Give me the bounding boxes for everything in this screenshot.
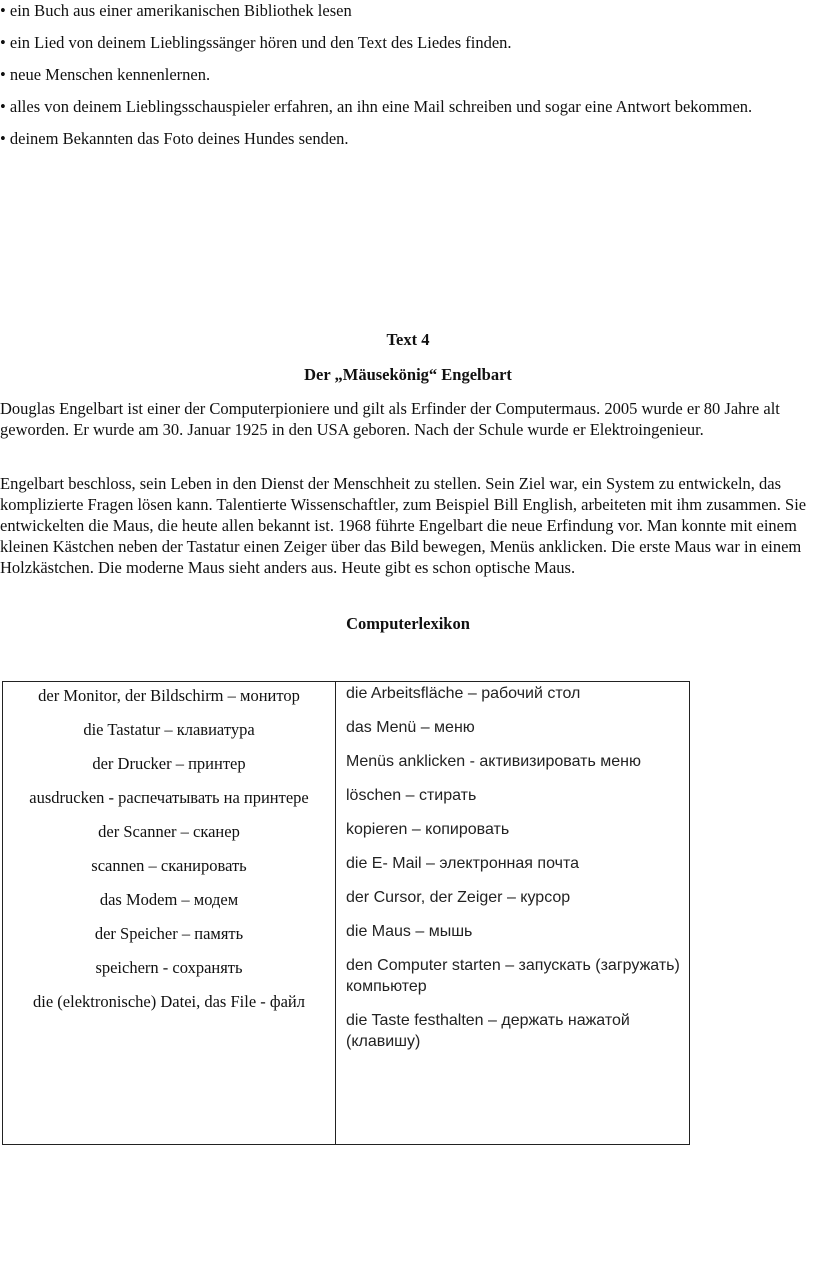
activity-bullet-list <box>0 0 812 160</box>
bullet-item: • ein Buch aus einer amerikanischen Bibliothek lesen <box>0 1 352 20</box>
text-title-heading: Der „Mäusekönig“ Engelbart <box>304 365 512 384</box>
lexikon-entry: die Maus – мышь <box>346 923 473 940</box>
bullet-item: • ein Lied von deinem Lieblingssänger hören und den Text des Liedes finden. <box>0 33 512 52</box>
lexikon-entry: das Modem – модем <box>99 890 239 909</box>
lexikon-right-column <box>336 682 689 1144</box>
lexikon-entry: den Computer starten – запускать (загружать) компьютер <box>346 957 680 995</box>
lexikon-entry: kopieren – копировать <box>346 821 510 838</box>
lexikon-entry: der Speicher – память <box>94 924 244 943</box>
lexikon-table <box>2 681 690 1145</box>
lexikon-entry: die Arbeitsfläche – рабочий стол <box>346 685 581 702</box>
paragraph-intro: Douglas Engelbart ist einer der Computerpioniere und gilt als Erfinder der Computermaus. 2005 wurde er 80 Jahre alt geworden. Er wurde am 30. Januar 1925 in den USA geboren. Nach der Schule wurde er Elektroingenieur. <box>0 399 780 439</box>
bullet-item: • alles von deinem Lieblingsschauspieler erfahren, an ihn eine Mail schreiben und sogar eine Antwort bekommen. <box>0 97 753 116</box>
lexikon-entry: ausdrucken - распечатывать на принтере <box>29 788 309 807</box>
lexikon-entry: das Menü – меню <box>346 719 475 736</box>
lexikon-entry: die Tastatur – клавиатура <box>83 720 255 739</box>
bullet-item: • neue Menschen kennenlernen. <box>0 65 211 84</box>
lexikon-entry: der Drucker – принтер <box>92 754 246 773</box>
lexikon-entry: die E- Mail – электронная почта <box>346 855 579 872</box>
lexikon-entry: die (elektronische) Datei, das File - файл <box>33 992 305 1011</box>
paragraph-story: Engelbart beschloss, sein Leben in den Dienst der Menschheit zu stellen. Sein Ziel war, ein System zu entwickeln, das komplizierte Fragen lösen kann. Talentierte Wissenschaftler, zum Beispiel Bill English, arbeiteten mit ihm zusammen. Sie entwickelten die Maus, die heute allen bekannt ist. 1968 führte Engelbart die neue Erfindung vor. Man konnte mit einem kleinen Kästchen neben der Tastatur einen Zeiger über das Bild bewegen, Menüs anklicken. Die erste Maus war in einem Holzkästchen. Die moderne Maus sieht anders aus. Heute gibt es schon optische Maus. <box>0 474 807 577</box>
lexikon-entry: der Monitor, der Bildschirm – монитор <box>38 686 300 705</box>
lexikon-entry: scannen – сканировать <box>91 856 247 875</box>
lexikon-entry: der Scanner – сканер <box>98 822 240 841</box>
lexikon-entry: löschen – стирать <box>346 787 477 804</box>
lexikon-entry: die Taste festhalten – держать нажатой (клавишу) <box>346 1012 630 1050</box>
lexikon-entry: speichern - сохранять <box>95 958 243 977</box>
lexikon-heading: Computerlexikon <box>346 614 470 633</box>
bullet-item: • deinem Bekannten das Foto deines Hundes senden. <box>0 129 349 148</box>
lexikon-left-column <box>3 682 336 1144</box>
text-number-heading: Text 4 <box>386 330 430 349</box>
lexikon-entry: Menüs anklicken - активизировать меню <box>346 753 641 770</box>
lexikon-entry: der Cursor, der Zeiger – курсор <box>346 889 571 906</box>
